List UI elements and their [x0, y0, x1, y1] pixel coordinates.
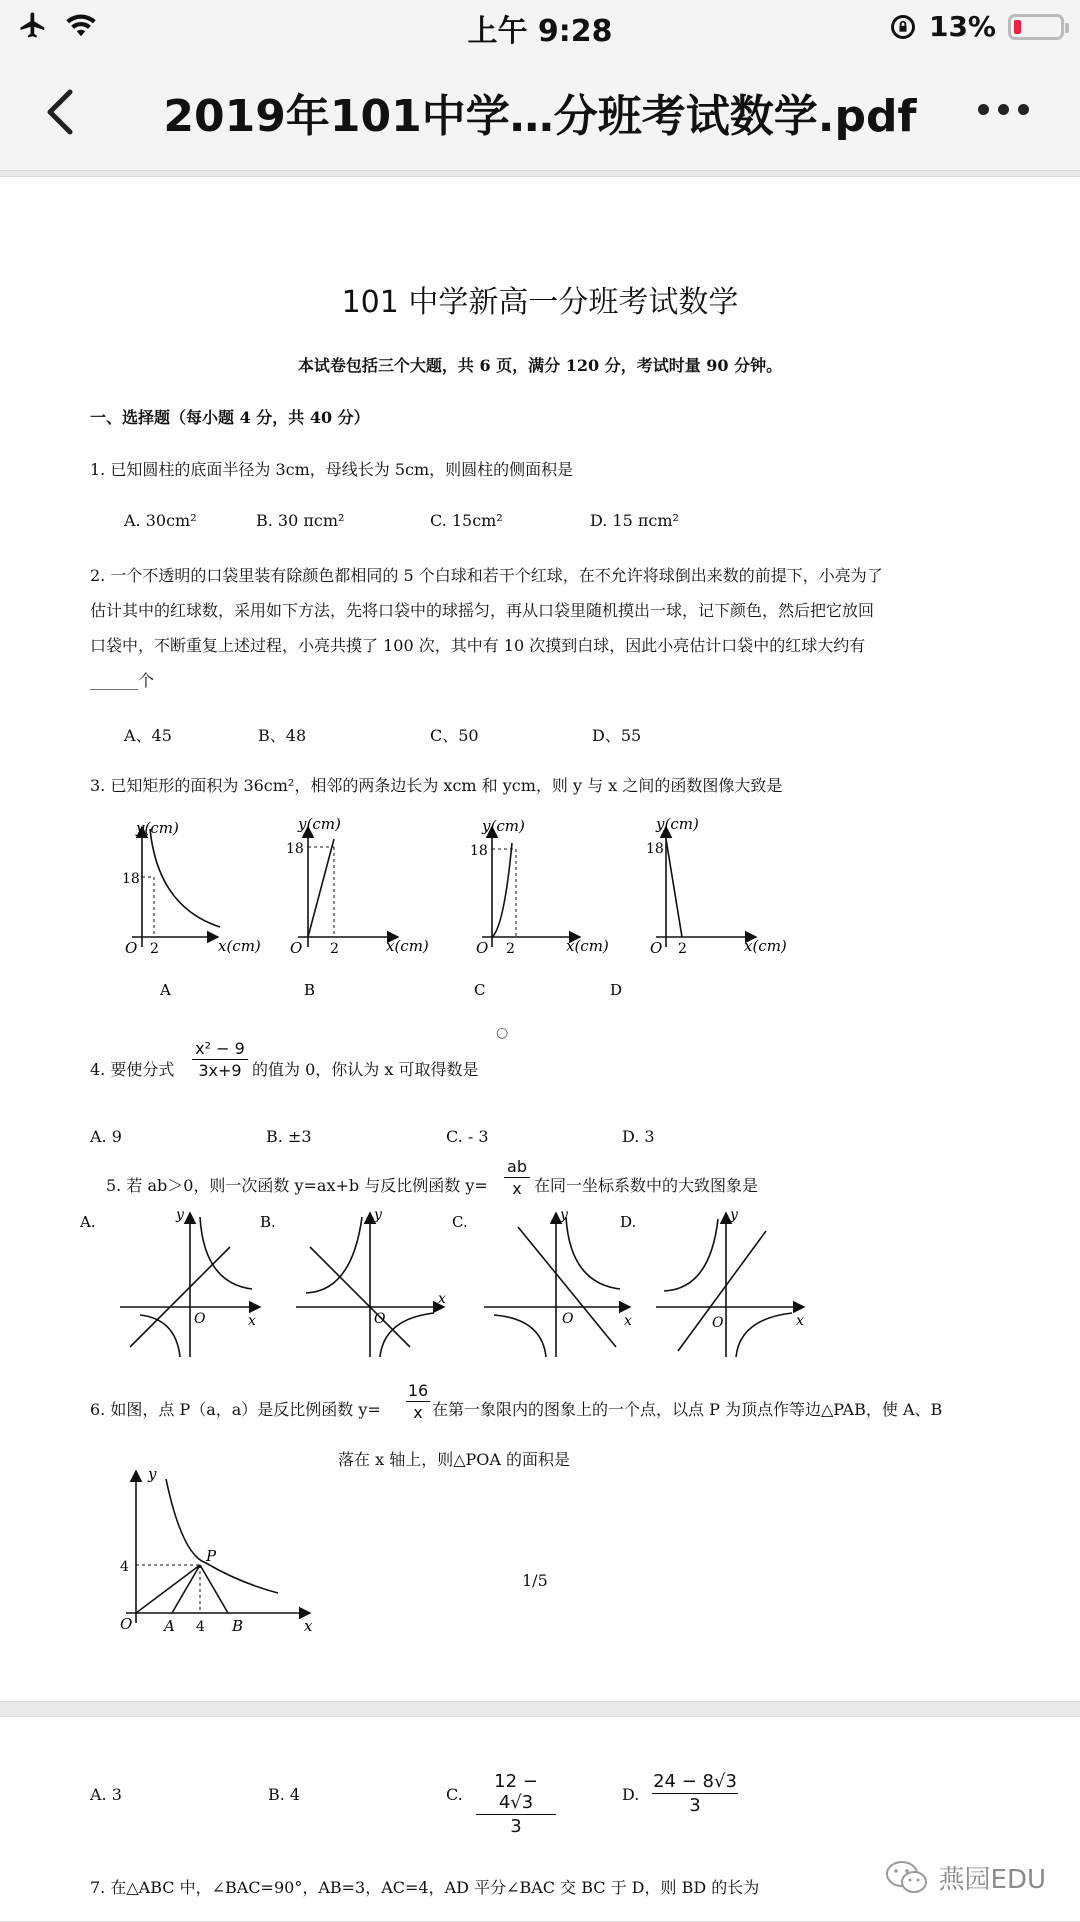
- q3-d-origin: O: [650, 939, 663, 957]
- q3-d-y-label: y(cm): [656, 817, 699, 833]
- watermark: [885, 1859, 1046, 1896]
- q6-d-numerator: 24 − 8√3: [653, 1771, 737, 1792]
- q2-option-d: D、55: [592, 726, 642, 745]
- question-4-post: 的值为 0，你认为 x 可取得数是: [252, 1060, 479, 1079]
- q6-option-a: A. 3: [90, 1785, 122, 1804]
- q5-a-y: y: [176, 1207, 184, 1223]
- nav-bar: [0, 54, 1080, 171]
- back-chevron-icon[interactable]: [34, 82, 94, 142]
- q5-graph-c: [452, 1207, 632, 1357]
- q6-point-b: B: [232, 1617, 244, 1633]
- q5-label-a: A.: [80, 1213, 96, 1231]
- q6-x-four: 4: [196, 1619, 205, 1633]
- q3-d-x-label: x(cm): [744, 937, 787, 955]
- q6-option-d-label: D.: [622, 1785, 640, 1804]
- q6-option-b: B. 4: [268, 1785, 301, 1804]
- q5-b-x: x: [438, 1291, 446, 1307]
- q3-c-x-tick: 2: [506, 941, 515, 957]
- q4-option-d: D. 3: [622, 1127, 655, 1146]
- q3-d-caption: D: [610, 981, 623, 997]
- q4-numerator: x² − 9: [195, 1039, 245, 1058]
- q3-b-caption: B: [304, 981, 316, 997]
- q5-graph-b: [260, 1207, 446, 1357]
- q6-point-p: P: [206, 1547, 217, 1565]
- q5-numerator: ab: [507, 1157, 527, 1176]
- question-7: 7. 在△ABC 中，∠BAC=90°，AB=3，AC=4，AD 平分∠BAC 交 BC 于 D，则 BD 的长为: [90, 1878, 760, 1897]
- q6-numerator: 16: [407, 1381, 429, 1400]
- question-2-line-4: ______个: [90, 671, 155, 690]
- q3-c-y-label: y(cm): [482, 817, 525, 835]
- question-6-post: 在第一象限内的图象上的一个点，以点 P 为顶点作等边△PAB，使 A、B: [432, 1400, 943, 1419]
- q3-c-caption: C: [474, 981, 486, 997]
- battery-percent: 13%: [928, 10, 996, 43]
- q3-c-origin: O: [476, 939, 489, 957]
- q5-fraction: [504, 1157, 530, 1198]
- q3-c-x-label: x(cm): [566, 937, 609, 955]
- q3-a-y-tick: 18: [122, 871, 140, 887]
- q3-a-x-label: x(cm): [218, 937, 261, 955]
- q6-d-denominator: 3: [689, 1795, 701, 1816]
- question-5-pre: 5. 若 ab＞0，则一次函数 y=ax+b 与反比例函数 y=: [106, 1176, 488, 1195]
- q3-d-y-tick: 18: [646, 841, 664, 857]
- q6-figure: [110, 1463, 320, 1633]
- watermark-text: 燕园EDU: [938, 1865, 1046, 1895]
- q4-option-c: C. - 3: [446, 1127, 489, 1146]
- q5-label-b: B.: [260, 1213, 276, 1231]
- q1-option-a: A. 30cm²: [124, 511, 197, 530]
- q5-c-o: O: [562, 1311, 574, 1327]
- q5-b-y: y: [374, 1207, 382, 1223]
- q5-graph-d: [620, 1207, 804, 1357]
- q3-a-y-label: y(cm): [136, 819, 179, 837]
- q3-b-origin: O: [290, 939, 303, 957]
- rotation-lock-icon: [889, 13, 917, 41]
- q6-c-numerator: 12 − 4√3: [494, 1771, 538, 1813]
- stray-mark: ○: [496, 1025, 509, 1041]
- question-6-line-2: 落在 x 轴上，则△POA 的面积是: [338, 1450, 571, 1469]
- q4-option-a: A. 9: [90, 1127, 122, 1146]
- q3-graph-d: [610, 817, 787, 997]
- q3-d-x-tick: 2: [678, 941, 687, 957]
- q5-d-x: x: [796, 1313, 804, 1329]
- q5-c-x: x: [624, 1313, 632, 1329]
- q6-option-c-label: C.: [446, 1785, 463, 1804]
- pdf-page-1: [0, 176, 1080, 1702]
- question-2-line-3: 口袋中，不断重复上述过程，小亮共摸了 100 次，其中有 10 次摸到白球，因此小亮估计口袋中的红球大约有: [90, 636, 866, 655]
- q3-b-x-label: x(cm): [386, 937, 429, 955]
- q5-label-d: D.: [620, 1213, 637, 1231]
- q4-fraction: [192, 1039, 248, 1080]
- q2-option-c: C、50: [430, 726, 479, 745]
- exam-title: 101 中学新高一分班考试数学: [341, 285, 739, 320]
- section-heading: 一、选择题（每小题 4 分，共 40 分）: [90, 408, 370, 427]
- q5-c-y: y: [560, 1207, 568, 1223]
- q5-d-y: y: [730, 1207, 738, 1223]
- question-6-pre: 6. 如图，点 P（a，a）是反比例函数 y=: [90, 1400, 381, 1419]
- document-title: 2019年101中学…分班考试数学.pdf: [163, 91, 917, 142]
- question-2-line-2: 估计其中的红球数，采用如下方法，先将口袋中的球摇匀，再从口袋里随机摸出一球，记下颜色，然后把它放回: [90, 601, 875, 620]
- q5-b-o: O: [374, 1311, 386, 1327]
- q3-a-x-tick: 2: [150, 941, 159, 957]
- q3-graphs: [80, 817, 800, 997]
- q1-option-c: C. 15cm²: [430, 511, 503, 530]
- q3-b-x-tick: 2: [330, 941, 339, 957]
- q3-graph-c: [470, 817, 609, 997]
- q6-c-denominator: 3: [510, 1816, 522, 1837]
- question-4-pre: 4. 要使分式: [90, 1060, 175, 1079]
- q6-point-a: A: [164, 1617, 175, 1633]
- q3-a-caption: A: [160, 981, 171, 997]
- q1-option-b: B. 30 πcm²: [256, 511, 345, 530]
- q6-option-d-fraction: [652, 1771, 738, 1816]
- page-number: 1/5: [522, 1571, 548, 1590]
- q5-a-x: x: [248, 1313, 256, 1329]
- q6-x-label: x: [304, 1617, 313, 1633]
- q6-fraction: [406, 1381, 430, 1422]
- wechat-icon: [885, 1860, 929, 1896]
- q3-a-origin: O: [125, 939, 138, 957]
- q5-graph-a: [80, 1207, 260, 1357]
- q4-option-b: B. ±3: [266, 1127, 312, 1146]
- q6-option-c-fraction: [476, 1771, 556, 1837]
- battery-icon: [1008, 14, 1064, 40]
- status-time: 上午 9:28: [467, 14, 613, 49]
- q3-graph-a: [122, 819, 261, 997]
- q6-origin: O: [120, 1615, 133, 1633]
- question-3: 3. 已知矩形的面积为 36cm²，相邻的两条边长为 xcm 和 ycm，则 y 与 x 之间的函数图像大致是: [90, 776, 783, 795]
- q1-option-d: D. 15 πcm²: [590, 511, 679, 530]
- q5-label-c: C.: [452, 1213, 468, 1231]
- q3-graph-b: [286, 817, 429, 997]
- q5-d-o: O: [712, 1315, 724, 1331]
- q3-b-y-tick: 18: [286, 841, 304, 857]
- status-bar: [0, 0, 1080, 54]
- q6-y-label: y: [148, 1465, 157, 1483]
- q2-option-b: B、48: [258, 726, 307, 745]
- q3-b-y-label: y(cm): [298, 817, 341, 833]
- q6-y-four: 4: [120, 1559, 129, 1575]
- q5-denominator: x: [512, 1179, 522, 1198]
- q2-option-a: A、45: [124, 726, 172, 745]
- q5-a-o: O: [194, 1311, 206, 1327]
- exam-intro: 本试卷包括三个大题，共 6 页，满分 120 分，考试时量 90 分钟。: [297, 356, 783, 375]
- q3-c-y-tick: 18: [470, 843, 488, 859]
- more-options-icon[interactable]: [978, 94, 1038, 124]
- q4-denominator: 3x+9: [198, 1061, 242, 1080]
- question-1: 1. 已知圆柱的底面半径为 3cm，母线长为 5cm，则圆柱的侧面积是: [90, 460, 574, 479]
- question-5-post: 在同一坐标系数中的大致图象是: [534, 1176, 759, 1195]
- q5-graphs: [80, 1207, 820, 1363]
- question-2-line-1: 2. 一个不透明的口袋里装有除颜色都相同的 5 个白球和若干个红球，在不允许将球倒出来数的前提下，小亮为了: [90, 566, 883, 585]
- status-right: [889, 10, 1064, 43]
- q6-denominator: x: [413, 1403, 423, 1422]
